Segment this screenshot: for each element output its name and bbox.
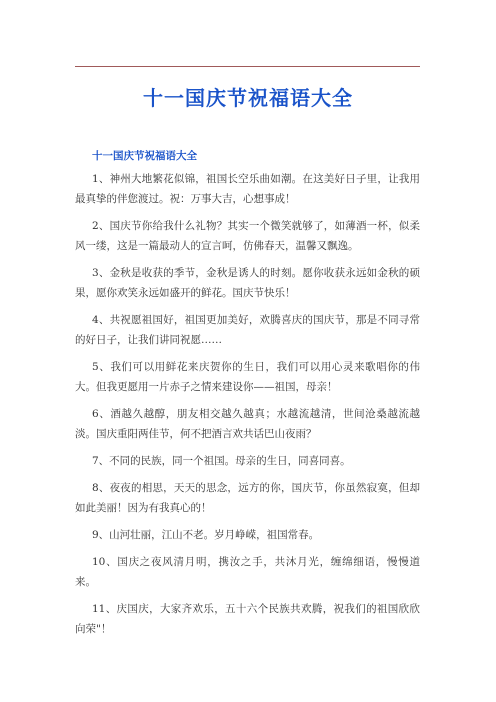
blessing-paragraph-3: 3、金秋是收获的季节，金秋是诱人的时刻。愿你收获永远如金秋的硕果，愿你欢笑永远如盛开的鲜花。国庆节快乐！ xyxy=(75,267,420,299)
blessing-paragraph-1: 1、神州大地繁花似锦，祖国长空乐曲如潮。在这美好日子里，让我用最真挚的伴您渡过。祝：万事大吉，心想事成！ xyxy=(75,173,420,205)
blessing-paragraph-5: 5、我们可以用鲜花来庆贺你的生日，我们可以用心灵来歌唱你的伟大。但我更愿用一片赤子之情来建设你——祖国，母亲！ xyxy=(75,361,420,393)
document-body xyxy=(75,148,420,646)
blessing-paragraph-8: 8、夜夜的相思，天天的思念，远方的你，国庆节，你虽然寂寞，但却如此美丽！因为有我真心的！ xyxy=(75,482,420,514)
blessing-paragraph-10: 10、国庆之夜风清月明，携汝之手，共沐月光，缠绵细语，慢慢道来。 xyxy=(75,556,420,588)
section-heading: 十一国庆节祝福语大全 xyxy=(92,150,197,162)
document-title: 十一国庆节祝福语大全 xyxy=(143,86,353,110)
blessing-paragraph-4: 4、共祝愿祖国好，祖国更加美好，欢腾喜庆的国庆节，那是不同寻常的好日子，让我们讲同祝愿…… xyxy=(75,314,420,346)
header-divider xyxy=(75,66,420,67)
blessing-paragraph-11: 11、庆国庆，大家齐欢乐，五十六个民族共欢腾，祝我们的祖国欣欣向荣"！ xyxy=(75,603,420,635)
blessing-paragraph-9: 9、山河壮丽，江山不老。岁月峥嵘，祖国常春。 xyxy=(92,529,320,541)
blessing-paragraph-2: 2、国庆节你给我什么礼物？其实一个微笑就够了，如薄酒一杯，似柔风一缕，这是一篇最动人的宣言呵，仿佛春天，温馨又飘逸。 xyxy=(75,220,420,252)
blessing-paragraph-6: 6、酒越久越醇，朋友相交越久越真；水越流越清，世间沧桑越流越淡。国庆重阳两佳节，何不把酒言欢共话巴山夜雨？ xyxy=(75,408,420,440)
blessing-paragraph-7: 7、不同的民族，同一个祖国。母亲的生日，同喜同喜。 xyxy=(92,455,351,467)
